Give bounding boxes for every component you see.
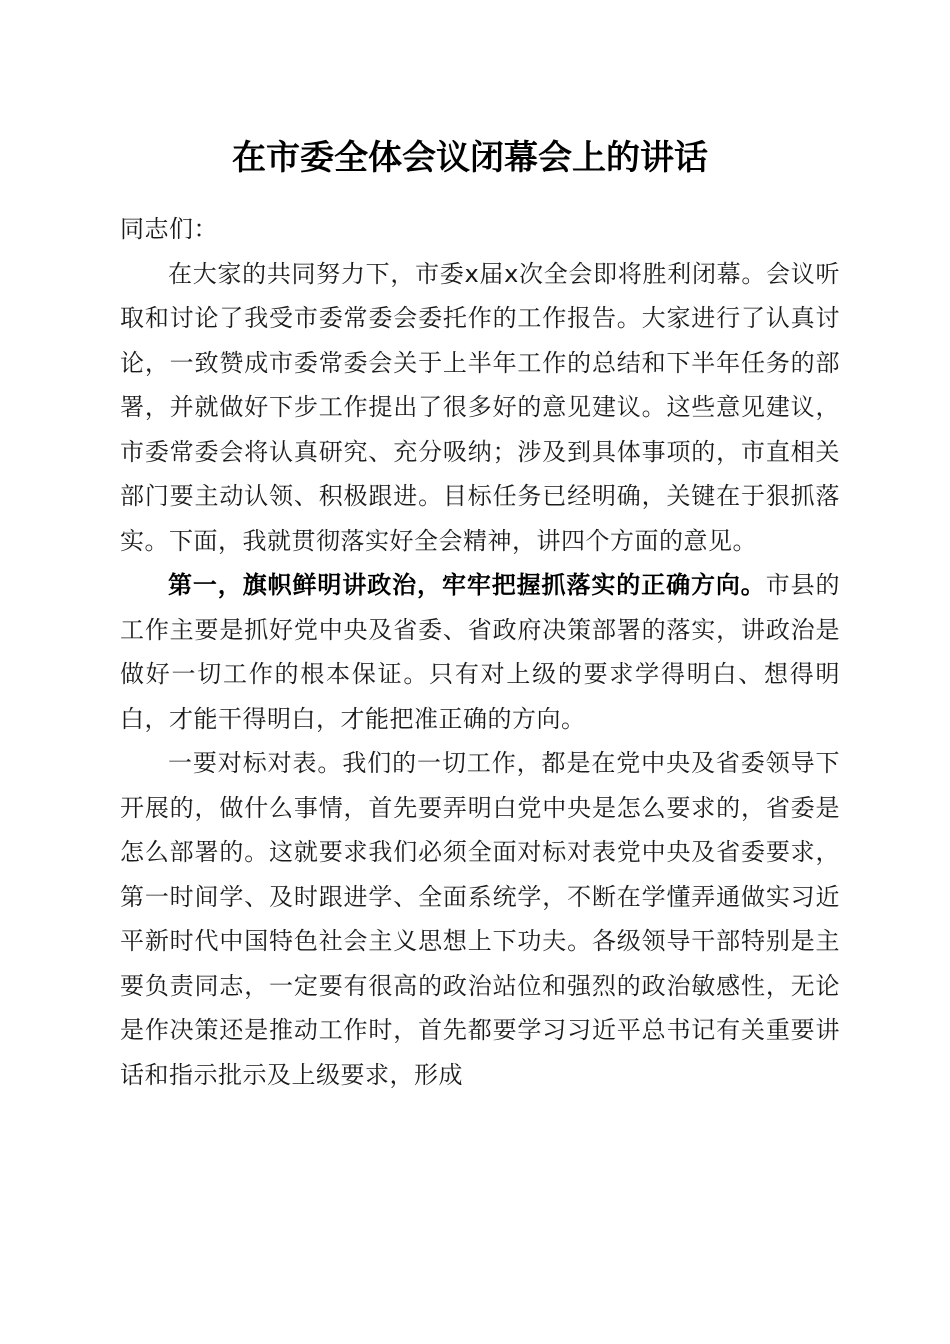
paragraph-item-1: 一要对标对表。我们的一切工作，都是在党中央及省委领导下开展的，做什么事情，首先要弄明白党中央是怎么要求的，省委是怎么部署的。这就要求我们必须全面对标对表党中央及省委要求，第一时间学、及时跟进学、全面系统学，不断在学懂弄通做实习近平新时代中国特色社会主义思想上下功夫。各级领导干部特别是主要负责同志，一定要有很高的政治站位和强烈的政治敏感性，无论是作决策还是推动工作时，首先都要学习习近平总书记有关重要讲话和指示批示及上级要求，形成 [120, 749, 840, 1089]
salutation: 同志们： [120, 215, 218, 243]
paragraph-intro: 在大家的共同努力下，市委x届x次全会即将胜利闭幕。会议听取和讨论了我受市委常委会委托作的工作报告。大家进行了认真讨论，一致赞成市委常委会关于上半年工作的总结和下半年任务的部署，并就做好下步工作提出了很多好的意见建议。这些意见建议，市委常委会将认真研究、充分吸纳；涉及到具体事项的，市直相关部门要主动认领、积极跟进。目标任务已经明确，关键在于狠抓落实。下面，我就贯彻落实好全会精神，讲四个方面的意见。 [120, 259, 840, 555]
document-body [120, 207, 840, 1097]
section-1-text: 市县的工作主要是抓好党中央及省委、省政府决策部署的落实，讲政治是做好一切工作的根本保证。只有对上级的要求学得明白、想得明白，才能干得明白，才能把准正确的方向。 [120, 571, 841, 733]
section-1-heading: 第一，旗帜鲜明讲政治，牢牢把握抓落实的正确方向。 [168, 571, 766, 599]
page-title: 在市委全体会议闭幕会上的讲话 [232, 138, 708, 178]
paragraph-section-1 [120, 563, 840, 741]
